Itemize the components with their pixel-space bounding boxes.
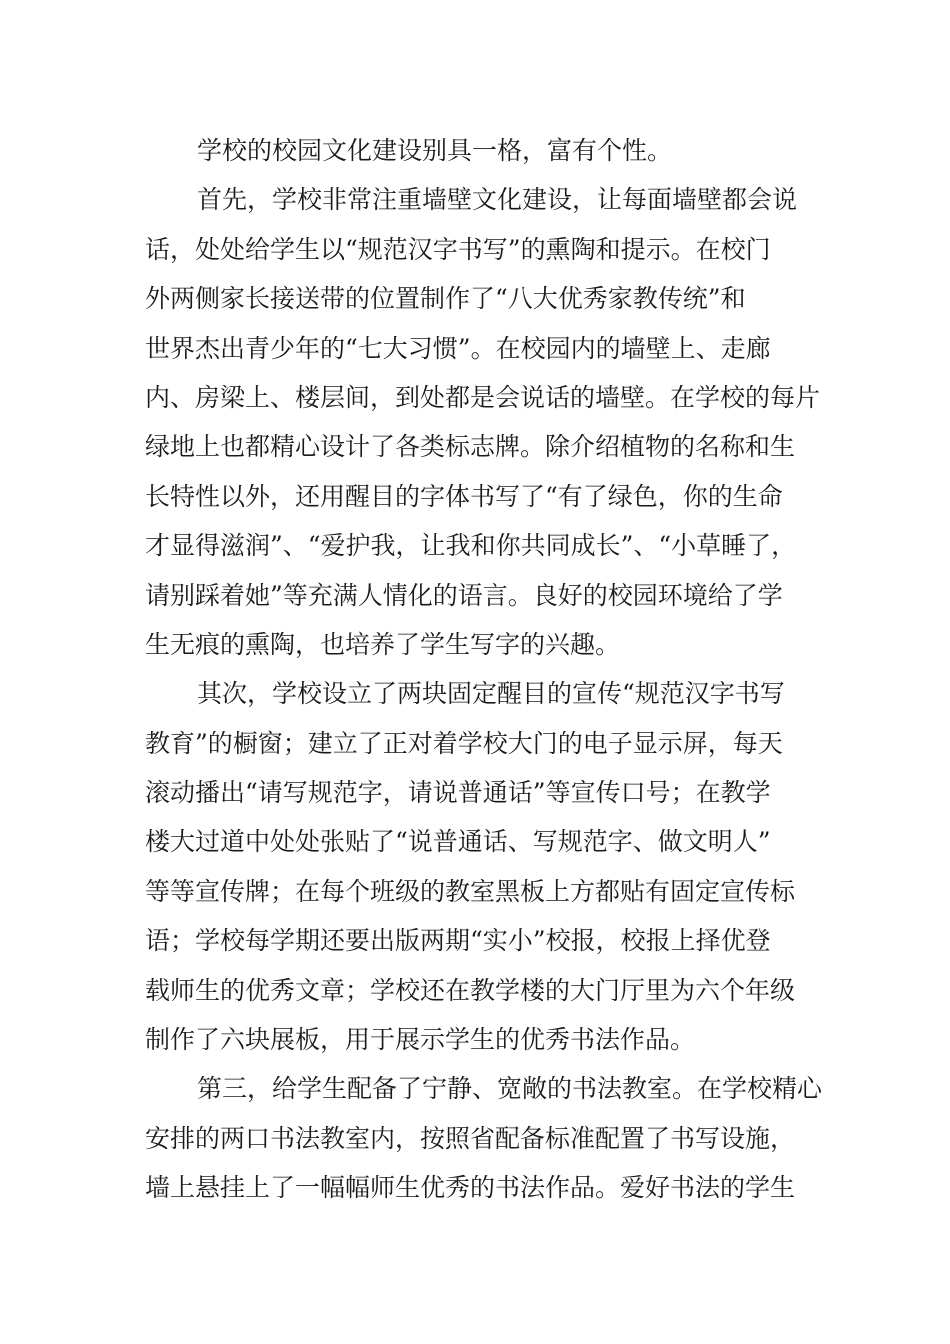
paragraph-start-line: 首先，学校非常注重墙壁文化建设，让每面墙壁都会说 bbox=[197, 185, 798, 215]
text-line: 内、房梁上、楼层间，到处都是会说话的墙壁。在学校的每片 bbox=[145, 382, 821, 412]
text-line: 楼大过道中处处张贴了“说普通话、写规范字、做文明人” bbox=[145, 827, 771, 857]
text-line: 外两侧家长接送带的位置制作了“八大优秀家教传统”和 bbox=[145, 284, 746, 314]
text-line: 滚动播出“请写规范字，请说普通话”等宣传口号；在教学 bbox=[145, 778, 771, 808]
text-line: 才显得滋润”、“爱护我，让我和你共同成长”、“小草睡了， bbox=[145, 531, 797, 561]
paragraph-start-line: 第三，给学生配备了宁静、宽敞的书法教室。在学校精心 bbox=[197, 1074, 823, 1104]
text-line: 安排的两口书法教室内，按照省配备标准配置了书写设施， bbox=[145, 1123, 796, 1153]
text-line: 墙上悬挂上了一幅幅师生优秀的书法作品。爱好书法的学生 bbox=[145, 1173, 796, 1203]
text-line: 生无痕的熏陶，也培养了学生写字的兴趣。 bbox=[145, 629, 621, 659]
paragraph-start-line: 其次，学校设立了两块固定醒目的宣传“规范汉字书写 bbox=[197, 679, 785, 709]
text-line: 请别踩着她”等充满人情化的语言。良好的校园环境给了学 bbox=[145, 580, 783, 610]
text-line: 教育”的橱窗；建立了正对着学校大门的电子显示屏，每天 bbox=[145, 728, 783, 758]
text-line: 等等宣传牌；在每个班级的教室黑板上方都贴有固定宣传标 bbox=[145, 876, 796, 906]
text-line: 制作了六块展板，用于展示学生的优秀书法作品。 bbox=[145, 1025, 696, 1055]
text-line: 语；学校每学期还要出版两期“实小”校报，校报上择优登 bbox=[145, 926, 771, 956]
text-line: 学校的校园文化建设别具一格，富有个性。 bbox=[197, 136, 673, 165]
text-line: 世界杰出青少年的“七大习惯”。在校园内的墙壁上、走廊 bbox=[145, 333, 771, 363]
text-line: 绿地上也都精心设计了各类标志牌。除介绍植物的名称和生 bbox=[145, 432, 796, 462]
text-line: 载师生的优秀文章；学校还在教学楼的大门厅里为六个年级 bbox=[145, 975, 796, 1005]
body-text bbox=[145, 126, 823, 1213]
text-line: 话，处处给学生以“规范汉字书写”的熏陶和提示。在校门 bbox=[145, 234, 771, 264]
text-line: 长特性以外，还用醒目的字体书写了“有了绿色，你的生命 bbox=[145, 481, 783, 511]
